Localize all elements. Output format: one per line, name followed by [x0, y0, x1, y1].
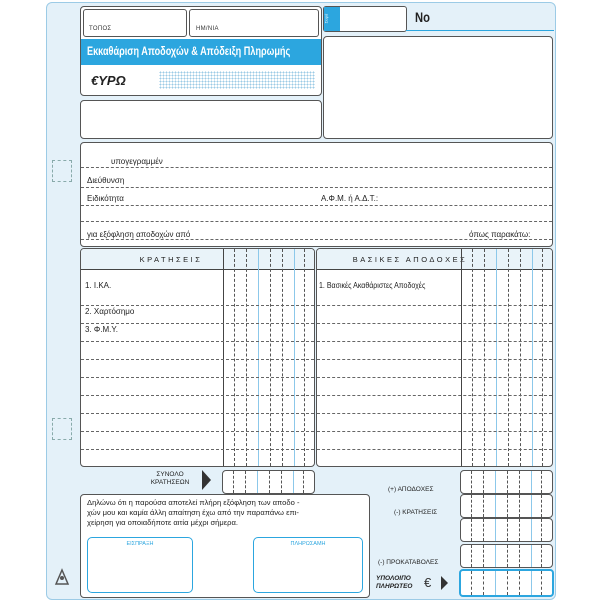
- deductions-table: [80, 248, 315, 467]
- total-deductions-field[interactable]: [222, 470, 315, 494]
- paid-label: ΠΛΗΡΩΣΑΜΗ: [290, 541, 326, 547]
- series-box[interactable]: [323, 6, 407, 32]
- earnings-header: ΒΑΣΙΚΕΣ ΑΠΟΔΟΧΕΣ: [352, 255, 468, 264]
- deductions-header: ΚΡΑΤΗΣΕΙΣ: [139, 255, 203, 264]
- deduction-item-1: 1. Ι.ΚΑ.: [85, 281, 112, 290]
- currency-label: €ΥΡΩ: [91, 73, 126, 88]
- deduction-item-3: 3. Φ.Μ.Υ.: [85, 325, 118, 334]
- summary-advances-label: (-) ΠΡΟΚΑΤΑΒΟΛΕΣ: [378, 559, 439, 566]
- summary-earnings-label: (+) ΑΠΟΔΟΧΕΣ: [388, 486, 434, 493]
- place-label: ΤΟΠΟΣ: [89, 26, 112, 32]
- as-follows-label: όπως παρακάτω:: [469, 230, 531, 239]
- currency-dots: [159, 71, 315, 89]
- received-label: ΕΙΣΠΡΑΞΗ: [126, 541, 154, 547]
- side-marker-top: [52, 160, 72, 182]
- summary-blank-field[interactable]: [460, 518, 553, 542]
- total-arrow-icon: [202, 470, 211, 490]
- balance-line2: ΠΛΗΡΩΤΕΟ: [376, 583, 413, 590]
- settlement-label: για εξόφληση αποδοχών από: [87, 230, 191, 239]
- specialty-line: [81, 205, 552, 206]
- signed-label: υπογεγραμμέν: [111, 157, 163, 166]
- deductions-amount-col: [223, 249, 315, 466]
- address-line: [81, 187, 552, 188]
- extra-line: [81, 221, 552, 222]
- deduction-item-2: 2. Χαρτόσημο: [85, 307, 135, 316]
- stamp-box[interactable]: [323, 36, 553, 139]
- total-line1: ΣΥΝΟΛΟ: [156, 471, 184, 478]
- payee-box: [80, 142, 553, 247]
- received-signature-box[interactable]: [87, 537, 193, 593]
- earnings-table: [316, 248, 553, 467]
- balance-arrow-icon: [441, 576, 448, 590]
- date-label: ΗΜ/ΝΙΑ: [196, 26, 219, 32]
- balance-line1: ΥΠΟΛΟΙΠΟ: [376, 575, 411, 582]
- side-marker-bottom: [52, 418, 72, 440]
- form-title: Εκκαθάριση Αποδοχών & Απόδειξη Πληρωμής: [87, 44, 291, 58]
- number-label: No: [415, 9, 430, 25]
- title-banner: [81, 39, 321, 65]
- summary-balance-field[interactable]: [459, 569, 554, 597]
- balance-label: [376, 575, 412, 591]
- summary-earnings-field[interactable]: [460, 470, 553, 494]
- declaration-text: [87, 498, 300, 528]
- header-box: [80, 6, 322, 96]
- number-underline: [406, 30, 554, 31]
- declaration-line1: Δηλώνω ότι η παρούσα αποτελεί πλήρη εξόφληση των αποδο -: [87, 498, 300, 507]
- declaration-box: [80, 494, 370, 598]
- place-field[interactable]: [83, 9, 187, 37]
- total-line2: ΚΡΑΤΗΣΕΩΝ: [150, 479, 190, 486]
- specialty-label: Ειδικότητα: [87, 194, 124, 203]
- notes-box[interactable]: [80, 100, 322, 139]
- date-field[interactable]: [189, 9, 319, 37]
- signed-line: [81, 167, 552, 168]
- total-deductions-label: [138, 471, 202, 487]
- afm-label: Α.Φ.Μ. ή Α.Δ.Τ.:: [321, 194, 379, 203]
- settlement-line: [81, 239, 552, 240]
- earning-item-1: 1. Βασικές Ακαθάριστες Αποδοχές: [319, 281, 426, 290]
- series-label: Σειρά: [323, 13, 329, 24]
- summary-deductions-field[interactable]: [460, 494, 553, 518]
- declaration-line2: χών μου και καμία άλλη απαίτηση έχω από την παραπάνω επι-: [87, 508, 299, 517]
- summary-deductions-label: (-) ΚΡΑΤΗΣΕΙΣ: [394, 509, 438, 516]
- earnings-amount-col: [461, 249, 553, 466]
- paid-signature-box[interactable]: [253, 537, 363, 593]
- balance-euro-sign: €: [424, 575, 432, 590]
- side-logo-icon: [54, 566, 70, 586]
- declaration-line3: χείρηση για οποιαδήποτε αιτία μέχρι σήμερα.: [87, 518, 238, 527]
- address-label: Διεύθυνση: [87, 176, 125, 185]
- summary-advances-field[interactable]: [460, 544, 553, 568]
